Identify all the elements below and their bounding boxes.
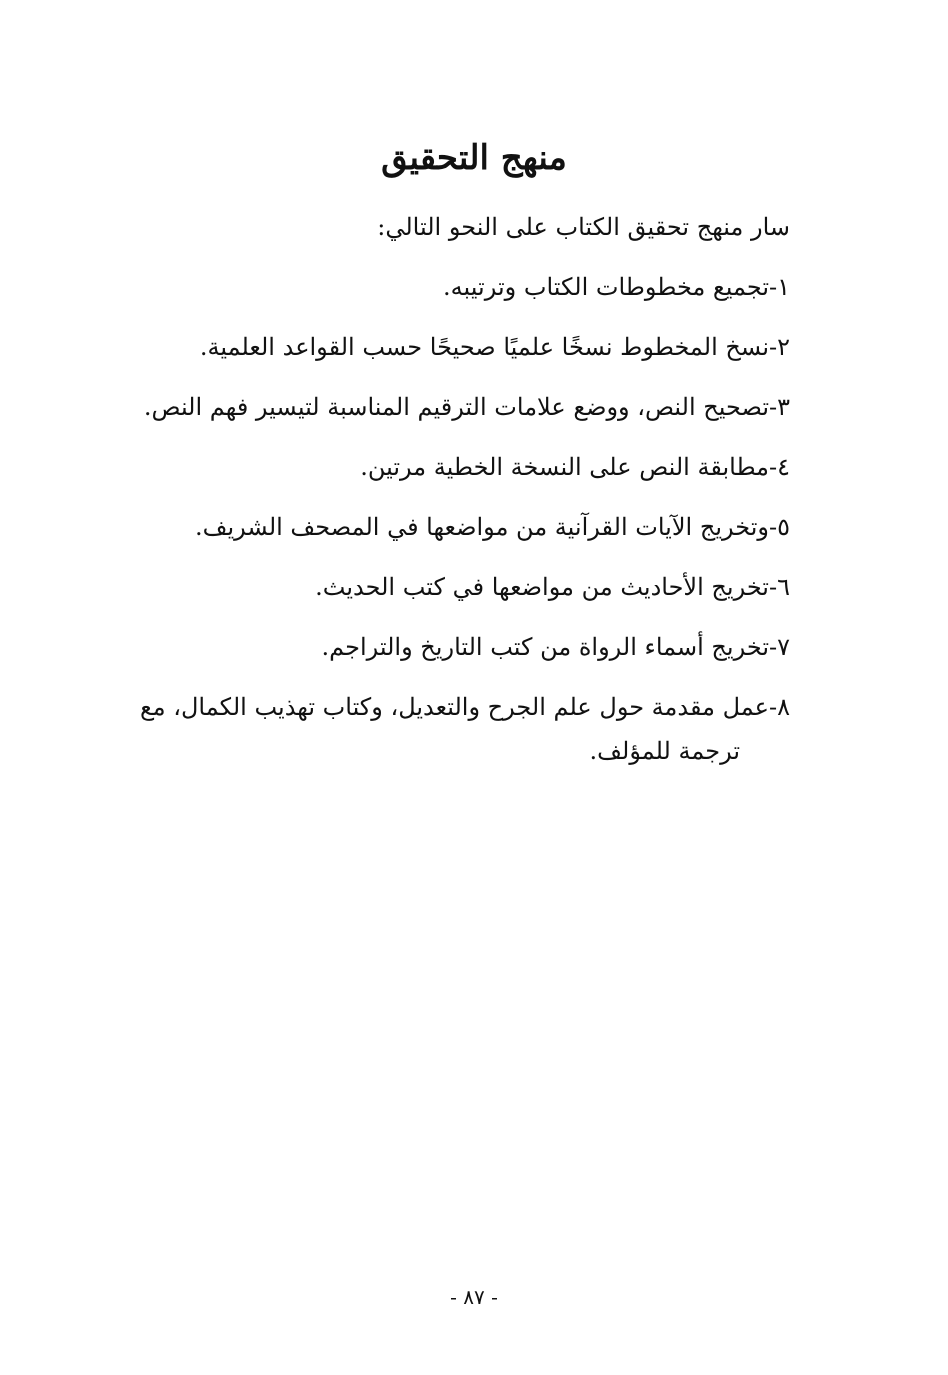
- page-title: منهج التحقيق: [381, 138, 567, 178]
- list-item: [90, 685, 790, 773]
- list-item: [90, 625, 790, 669]
- item-number: ٢-: [769, 333, 790, 361]
- item-text-continuation: ترجمة للمؤلف.: [589, 737, 740, 765]
- list-item: [90, 445, 790, 489]
- list-item: [90, 505, 790, 549]
- item-text: تخريج أسماء الرواة من كتب التاريخ والتراجم.: [321, 633, 769, 661]
- page-number: - ٨٧ -: [450, 1285, 498, 1309]
- item-text: وتخريج الآيات القرآنية من مواضعها في المصحف الشريف.: [195, 513, 769, 541]
- methodology-list: [90, 265, 790, 773]
- item-number: ٤-: [769, 453, 790, 481]
- list-item: [90, 565, 790, 609]
- body-content: [90, 205, 790, 789]
- item-text: نسخ المخطوط نسخًا علميًا صحيحًا حسب القواعد العلمية.: [199, 333, 769, 361]
- item-number: ٦-: [769, 573, 790, 601]
- item-text: تصحيح النص، ووضع علامات الترقيم المناسبة لتيسير فهم النص.: [143, 393, 769, 421]
- item-text: تخريج الأحاديث من مواضعها في كتب الحديث.: [315, 573, 769, 601]
- item-number: ٣-: [769, 393, 790, 421]
- list-item: [90, 265, 790, 309]
- item-number: ٧-: [769, 633, 790, 661]
- item-text: مطابقة النص على النسخة الخطية مرتين.: [360, 453, 769, 481]
- intro-paragraph: سار منهج تحقيق الكتاب على النحو التالي:: [377, 213, 790, 241]
- item-text: تجميع مخطوطات الكتاب وترتيبه.: [443, 273, 769, 301]
- item-number: ٥-: [769, 513, 790, 541]
- item-number: ١-: [769, 273, 790, 301]
- list-item: [90, 385, 790, 429]
- item-text: عمل مقدمة حول علم الجرح والتعديل، وكتاب تهذيب الكمال، مع: [139, 693, 769, 721]
- item-number: ٨-: [769, 693, 790, 721]
- list-item: [90, 325, 790, 369]
